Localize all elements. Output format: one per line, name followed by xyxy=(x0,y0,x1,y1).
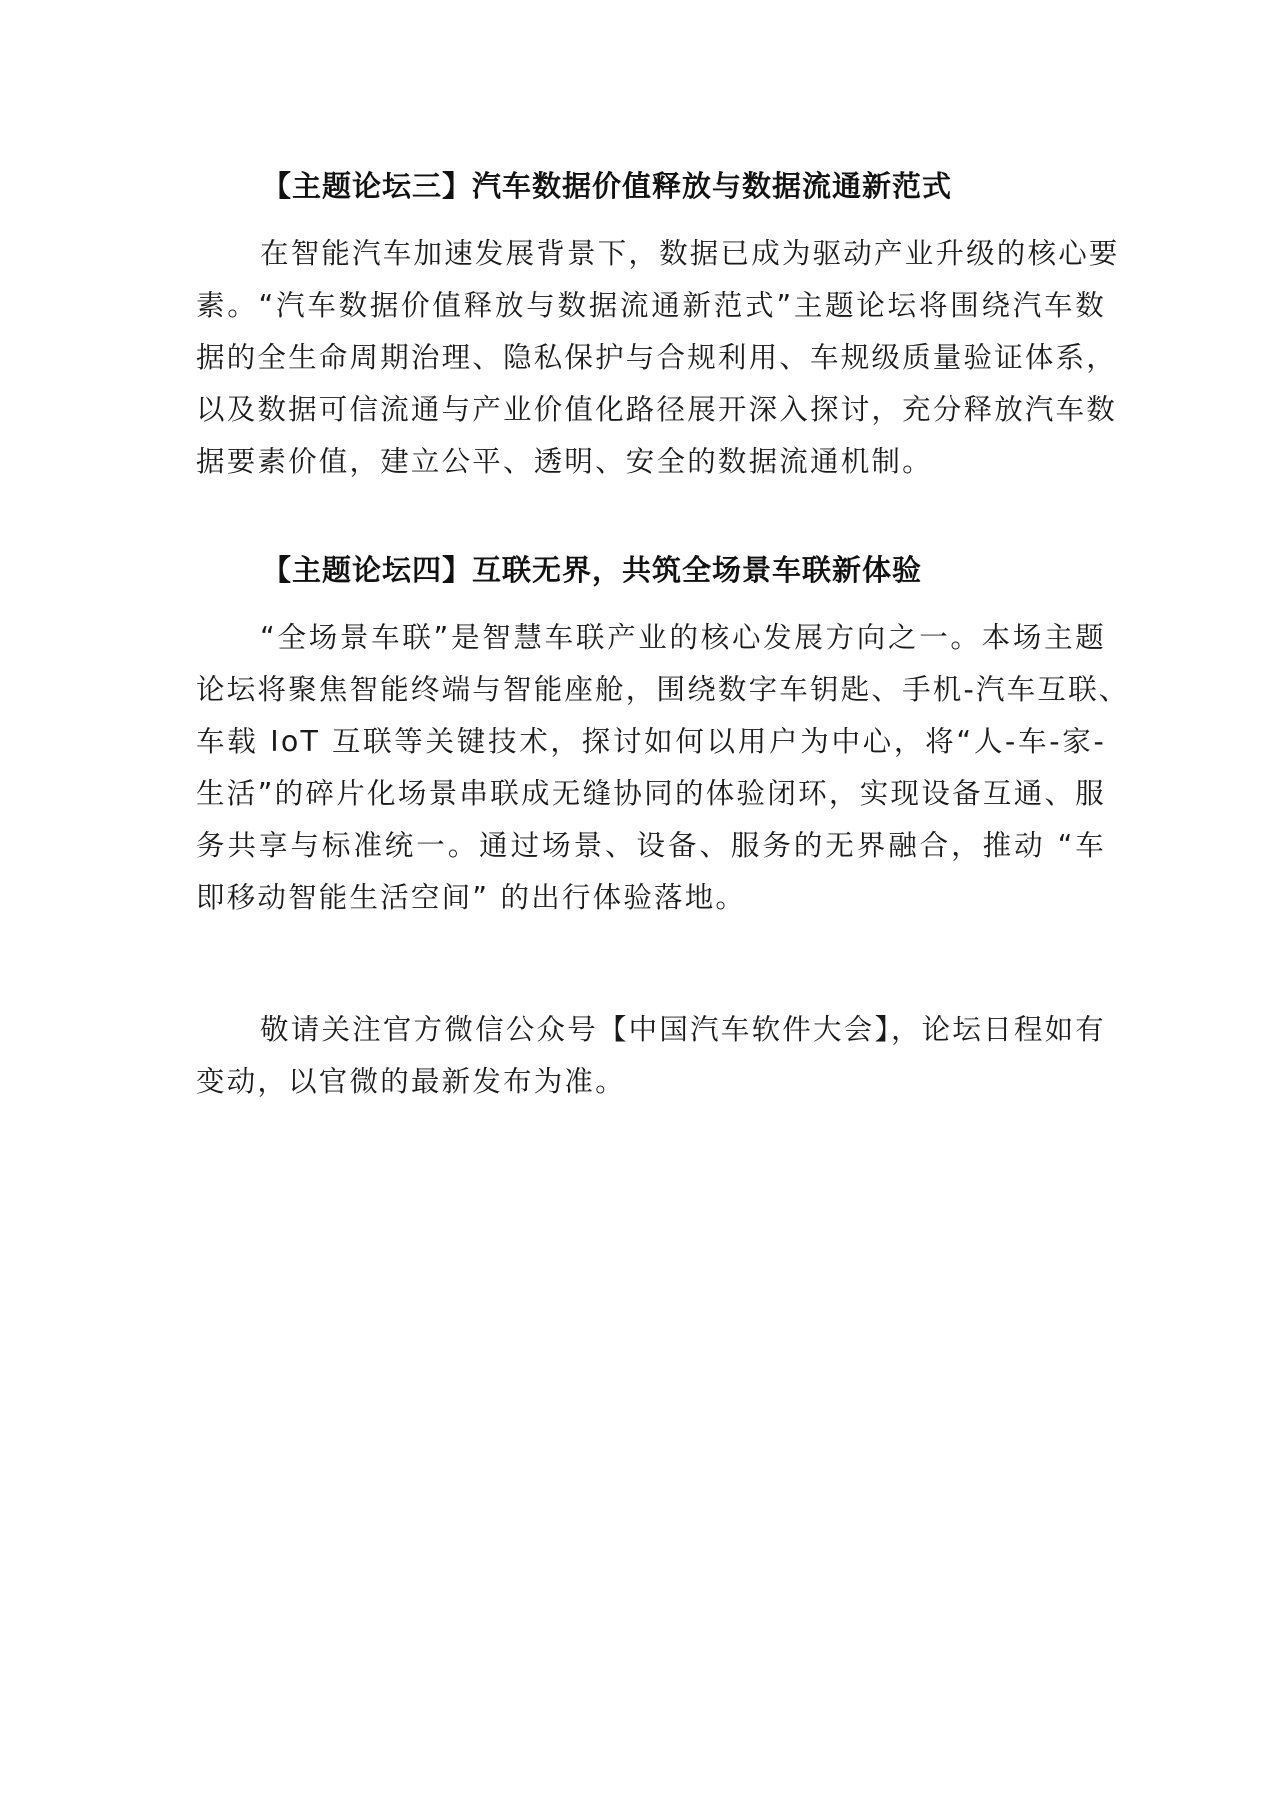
forum-four-paragraph-line: 务共享与标准统一。通过场景、设备、服务的无界融合，推动 “车 xyxy=(196,829,1106,862)
forum-four-heading: 【主题论坛四】互联无界，共筑全场景车联新体验 xyxy=(262,553,923,587)
forum-four-paragraph-line: 论坛将聚焦智能终端与智能座舱，围绕数字车钥匙、手机-汽车互联、 xyxy=(196,673,1130,706)
forum-three-paragraph-line: 据的全生命周期治理、隐私保护与合规利用、车规级质量验证体系， xyxy=(196,341,1118,374)
forum-three-paragraph-line: 在智能汽车加速发展背景下，数据已成为驱动产业升级的核心要 xyxy=(260,237,1120,270)
forum-three-heading: 【主题论坛三】汽车数据价值释放与数据流通新范式 xyxy=(262,169,953,203)
forum-four-paragraph-line: 即移动智能生活空间” 的出行体验落地。 xyxy=(196,881,747,914)
forum-four-paragraph-line: 生活”的碎片化场景串联成无缝协同的体验闭环，实现设备互通、服 xyxy=(196,777,1106,810)
notice-line: 变动，以官微的最新发布为准。 xyxy=(196,1065,626,1098)
forum-three-paragraph-line: 素。“汽车数据价值释放与数据流通新范式”主题论坛将围绕汽车数 xyxy=(196,289,1106,322)
forum-four-paragraph-line: “全场景车联”是智慧车联产业的核心发展方向之一。本场主题 xyxy=(260,621,1106,654)
notice-line: 敬请关注官方微信公众号【中国汽车软件大会】，论坛日程如有 xyxy=(260,1013,1106,1046)
forum-three-paragraph-line: 据要素价值，建立公平、透明、安全的数据流通机制。 xyxy=(196,445,933,478)
forum-three-paragraph-line: 以及数据可信流通与产业价值化路径展开深入探讨，充分释放汽车数 xyxy=(196,393,1118,426)
forum-four-paragraph-line: 车载 IoT 互联等关键技术，探讨如何以用户为中心，将“人-车-家- xyxy=(196,725,1106,758)
